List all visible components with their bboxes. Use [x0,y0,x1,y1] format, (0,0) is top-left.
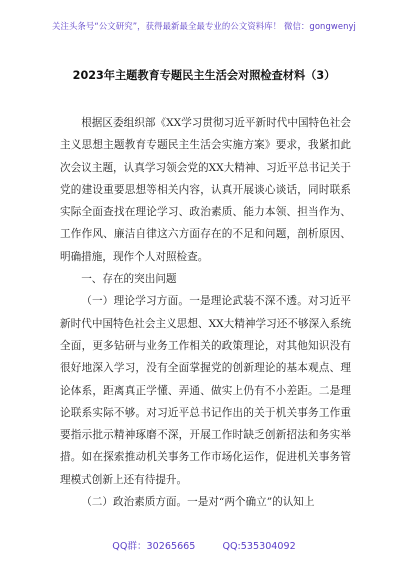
footer-qq-group: QQ群：30265665 [112,541,196,552]
document-title: 2023年主题教育专题民主生活会对照检查材料（3） [72,69,336,82]
footer [0,538,408,552]
theory-study-paragraph: （一）理论学习方面。一是理论武装不深不透。对习近平新时代中国特色社会主义思想、XX大精神学习还不够深入系统全面，更多钻研与业务工作相关的政策理论，对其他知识没有很好地深入学习，没有全面掌握党的创新理论的基本观点、理论体系，距离真正学懂、弄通、做实上仍有不小差距。二是理论联系实际不够。对习近平总书记作出的关于机关事务工作重要指示批示精神琢磨不深，开展工作时缺乏创新招法和务实举措。如在探索推动机关事务工作市场化运作，促进机关事务管理模式创新上还有待提升。 [60,295,351,486]
header-banner: 关注头条号“公文研究”，获得最新最全最专业的公文资料库！ 微信：gongwenyj [52,21,356,31]
document-body [60,112,351,513]
section-heading: 一、存在的突出问题 [81,273,177,286]
intro-paragraph: 根据区委组织部《XX学习贯彻习近平新时代中国特色社会主义思想主题教育专题民主生活会实施方案》要求，我紧扣此次会议主题，认真学习领会党的XX大精神、习近平总书记关于党的建设重要思想等相关内容，认真开展谈心谈话，同时联系实际全面查找在理论学习、政治素质、能力本领、担当作为、工作作风、廉洁自律这六方面存在的不足和问题，剖析原因、明确措施，现作个人对照检查。 [60,117,351,263]
political-quality-paragraph: （二）政治素质方面。一是对“两个确立”的认知上 [81,496,315,509]
footer-qq-contact: QQ:535304092 [222,541,296,552]
